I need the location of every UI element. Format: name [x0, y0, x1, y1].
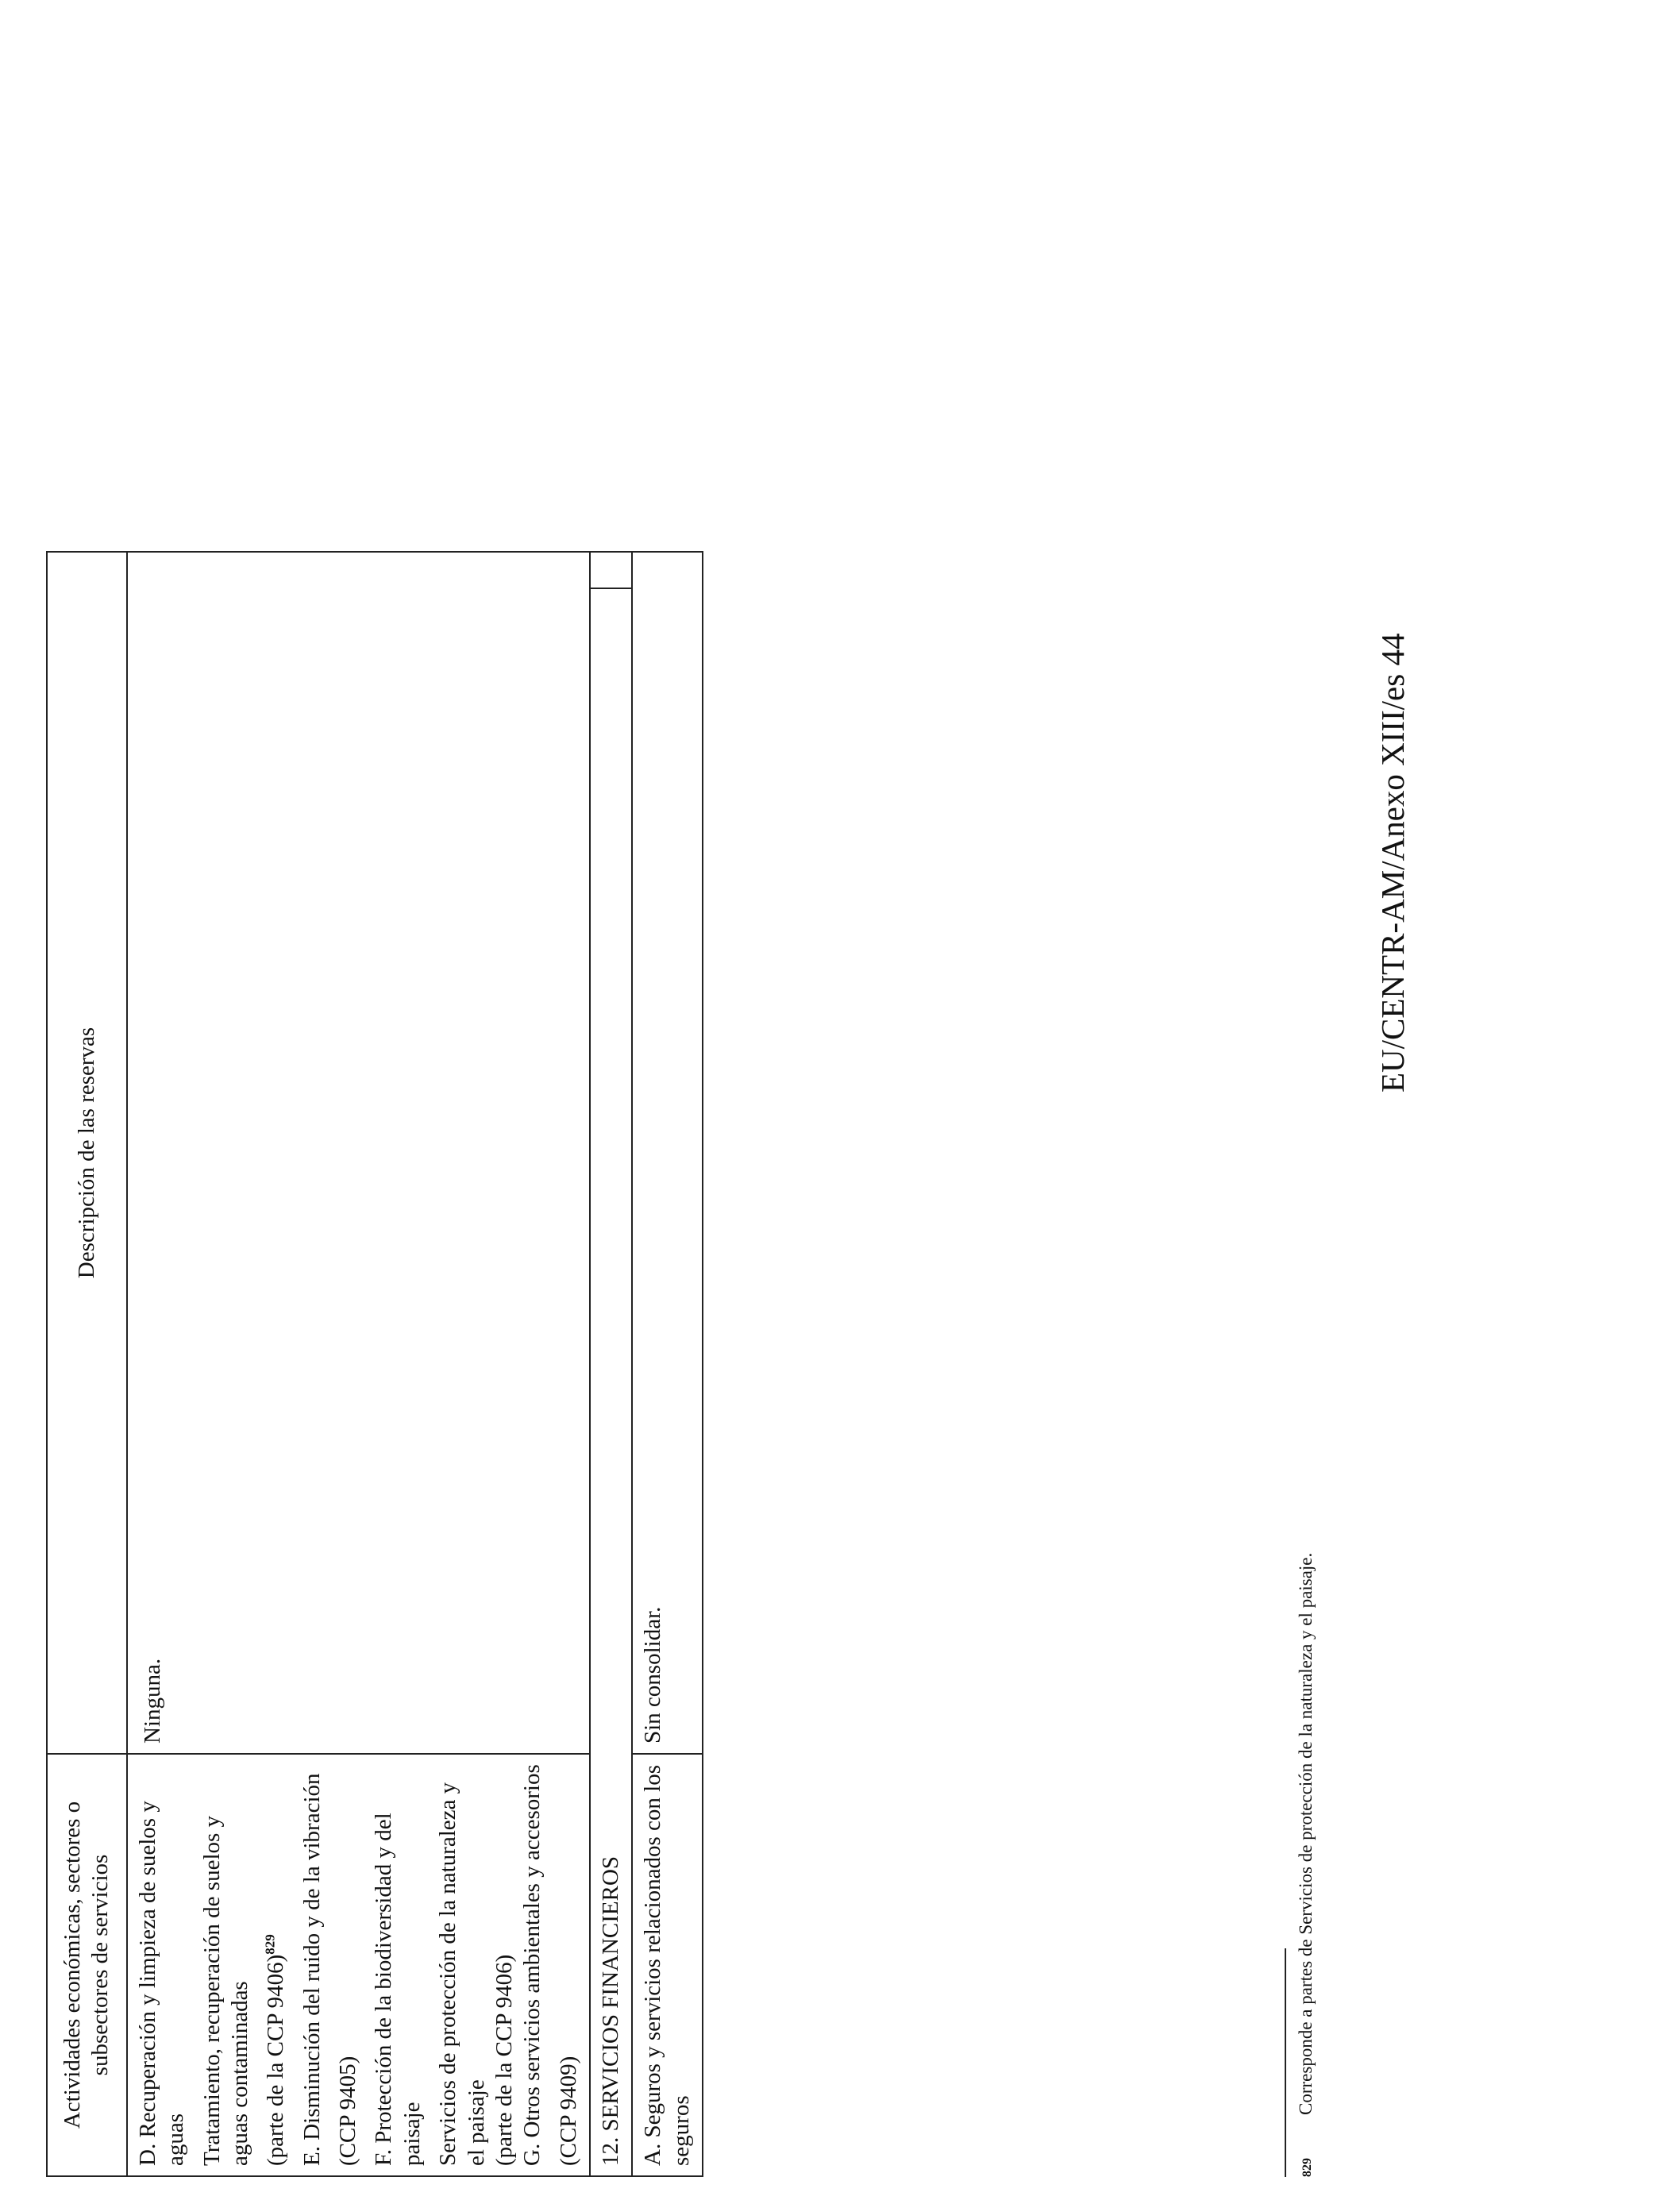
- table-row: [632, 552, 703, 2176]
- page-reference: EU/CENTR-AM/Anexo XIII/es 44: [1374, 633, 1411, 1092]
- activity-line: (CCP 9405): [335, 2056, 360, 2166]
- description-cell: Sin consolidar.: [632, 552, 703, 1754]
- activity-line: F. Protección de la biodiversidad y del paisaje: [371, 1813, 425, 2166]
- footnote: [1296, 1553, 1316, 2177]
- activity-line: (parte de la CCP 9406): [263, 1954, 289, 2166]
- table-header-row: [47, 552, 127, 2176]
- section-title: 12. SERVICIOS FINANCIEROS: [590, 588, 632, 2176]
- section-row: [590, 552, 632, 2176]
- description-cell: Ninguna.: [127, 552, 590, 1754]
- reservations-table: [46, 551, 703, 2177]
- footnote-divider: [1285, 1948, 1286, 2177]
- activity-line: Tratamiento, recuperación de suelos y aguas contaminadas: [198, 1815, 252, 2166]
- activity-cell: A. Seguros y servicios relacionados con los seguros: [632, 1754, 703, 2176]
- footnote-reference: 829: [262, 1934, 278, 1955]
- activity-line: D. Recuperación y limpieza de suelos y aguas: [134, 1801, 189, 2166]
- header-activities: Actividades económicas, sectores o subsectores de servicios: [47, 1754, 127, 2176]
- header-description: Descripción de las reservas: [47, 552, 127, 1754]
- footnote-text: Corresponde a partes de Servicios de protección de la naturaleza y el paisaje.: [1296, 1552, 1316, 2115]
- activity-line: Servicios de protección de la naturaleza y el paisaje: [435, 1782, 489, 2166]
- table-row: [127, 552, 590, 2176]
- footnote-number: 829: [1300, 2158, 1314, 2177]
- activity-line: (CCP 9409): [555, 2056, 581, 2166]
- activity-line: E. Disminución del ruido y de la vibración: [299, 1773, 325, 2166]
- activity-line: (parte de la CCP 9406): [491, 1954, 517, 2166]
- activities-cell: [127, 1754, 590, 2176]
- section-row-spacer: [590, 552, 632, 588]
- activity-line: G. Otros servicios ambientales y accesorios: [519, 1764, 545, 2166]
